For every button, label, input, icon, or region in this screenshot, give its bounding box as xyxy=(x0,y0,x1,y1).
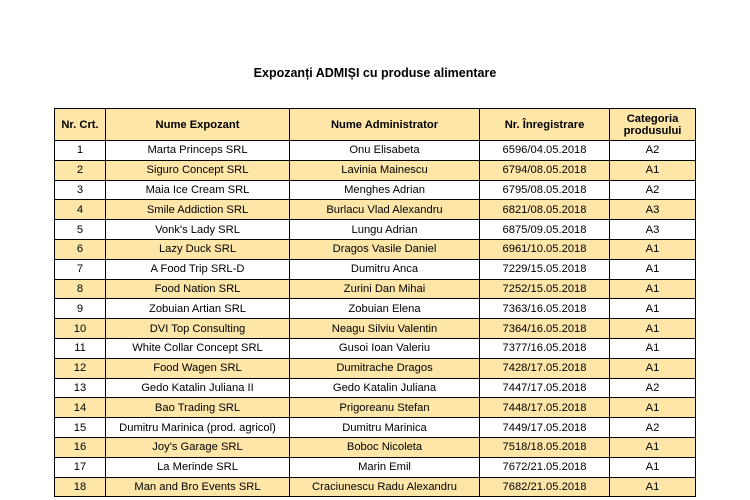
header-row xyxy=(55,109,696,141)
cell-cat: A1 xyxy=(610,437,696,457)
table-row xyxy=(55,299,696,319)
table-row xyxy=(55,180,696,200)
cell-reg: 7672/21.05.2018 xyxy=(480,457,610,477)
cell-cat: A1 xyxy=(610,398,696,418)
table-row xyxy=(55,279,696,299)
cell-name: Maia Ice Cream SRL xyxy=(106,180,290,200)
header-cat-line2: produsului xyxy=(623,124,682,137)
header-nr: Nr. Crt. xyxy=(55,109,106,141)
cell-reg: 6961/10.05.2018 xyxy=(480,239,610,259)
cell-admin: Gusoi Ioan Valeriu xyxy=(290,338,480,358)
cell-name: Lazy Duck SRL xyxy=(106,239,290,259)
cell-cat: A1 xyxy=(610,358,696,378)
cell-admin: Gedo Katalin Juliana xyxy=(290,378,480,398)
cell-cat: A1 xyxy=(610,160,696,180)
cell-admin: Dumitru Anca xyxy=(290,259,480,279)
cell-nr: 17 xyxy=(55,457,106,477)
cell-admin: Burlacu Vlad Alexandru xyxy=(290,200,480,220)
cell-reg: 7682/21.05.2018 xyxy=(480,477,610,497)
cell-name: Vonk's Lady SRL xyxy=(106,220,290,240)
cell-reg: 6596/04.05.2018 xyxy=(480,141,610,161)
cell-nr: 12 xyxy=(55,358,106,378)
cell-name: DVI Top Consulting xyxy=(106,319,290,339)
header-reg: Nr. Înregistrare xyxy=(480,109,610,141)
cell-cat: A1 xyxy=(610,457,696,477)
cell-name: Food Wagen SRL xyxy=(106,358,290,378)
table-row xyxy=(55,239,696,259)
cell-nr: 5 xyxy=(55,220,106,240)
cell-reg: 7449/17.05.2018 xyxy=(480,418,610,438)
cell-admin: Menghes Adrian xyxy=(290,180,480,200)
cell-name: Zobuian Artian SRL xyxy=(106,299,290,319)
table-row xyxy=(55,338,696,358)
cell-reg: 7518/18.05.2018 xyxy=(480,437,610,457)
cell-admin: Zurini Dan Mihai xyxy=(290,279,480,299)
cell-nr: 11 xyxy=(55,338,106,358)
cell-name: Bao Trading SRL xyxy=(106,398,290,418)
cell-cat: A3 xyxy=(610,220,696,240)
cell-reg: 7377/16.05.2018 xyxy=(480,338,610,358)
cell-cat: A1 xyxy=(610,279,696,299)
cell-cat: A1 xyxy=(610,319,696,339)
cell-admin: Lungu Adrian xyxy=(290,220,480,240)
header-cat-line1: Categoria xyxy=(626,112,679,125)
cell-reg: 6794/08.05.2018 xyxy=(480,160,610,180)
cell-reg: 6821/08.05.2018 xyxy=(480,200,610,220)
cell-reg: 7364/16.05.2018 xyxy=(480,319,610,339)
table-row xyxy=(55,378,696,398)
header-admin: Nume Administrator xyxy=(290,109,480,141)
cell-nr: 10 xyxy=(55,319,106,339)
cell-admin: Craciunescu Radu Alexandru xyxy=(290,477,480,497)
cell-cat: A1 xyxy=(610,338,696,358)
table-row xyxy=(55,160,696,180)
table-row xyxy=(55,418,696,438)
cell-cat: A2 xyxy=(610,141,696,161)
cell-cat: A2 xyxy=(610,180,696,200)
cell-admin: Dumitru Marinica xyxy=(290,418,480,438)
table-row xyxy=(55,398,696,418)
cell-cat: A2 xyxy=(610,378,696,398)
cell-nr: 6 xyxy=(55,239,106,259)
header-cat xyxy=(610,109,696,141)
cell-reg: 7252/15.05.2018 xyxy=(480,279,610,299)
cell-admin: Onu Elisabeta xyxy=(290,141,480,161)
cell-nr: 2 xyxy=(55,160,106,180)
exhibitors-table xyxy=(54,108,696,497)
table-row xyxy=(55,358,696,378)
cell-nr: 14 xyxy=(55,398,106,418)
cell-name: La Merinde SRL xyxy=(106,457,290,477)
cell-admin: Lavinia Mainescu xyxy=(290,160,480,180)
cell-nr: 16 xyxy=(55,437,106,457)
cell-reg: 6875/09.05.2018 xyxy=(480,220,610,240)
cell-reg: 7229/15.05.2018 xyxy=(480,259,610,279)
cell-nr: 7 xyxy=(55,259,106,279)
cell-name: Gedo Katalin Juliana II xyxy=(106,378,290,398)
cell-cat: A1 xyxy=(610,299,696,319)
table-row xyxy=(55,220,696,240)
cell-cat: A3 xyxy=(610,200,696,220)
cell-nr: 1 xyxy=(55,141,106,161)
cell-name: Joy's Garage SRL xyxy=(106,437,290,457)
table-row xyxy=(55,477,696,497)
cell-nr: 13 xyxy=(55,378,106,398)
cell-nr: 15 xyxy=(55,418,106,438)
cell-name: Smile Addiction SRL xyxy=(106,200,290,220)
cell-cat: A2 xyxy=(610,418,696,438)
cell-name: Man and Bro Events SRL xyxy=(106,477,290,497)
table-row xyxy=(55,259,696,279)
cell-nr: 18 xyxy=(55,477,106,497)
cell-nr: 3 xyxy=(55,180,106,200)
cell-reg: 7363/16.05.2018 xyxy=(480,299,610,319)
cell-nr: 9 xyxy=(55,299,106,319)
cell-name: Marta Princeps SRL xyxy=(106,141,290,161)
cell-name: Food Nation SRL xyxy=(106,279,290,299)
cell-name: Dumitru Marinica (prod. agricol) xyxy=(106,418,290,438)
table-row xyxy=(55,437,696,457)
cell-reg: 7448/17.05.2018 xyxy=(480,398,610,418)
table-row xyxy=(55,141,696,161)
cell-nr: 4 xyxy=(55,200,106,220)
header-name: Nume Expozant xyxy=(106,109,290,141)
cell-admin: Boboc Nicoleta xyxy=(290,437,480,457)
cell-admin: Dumitrache Dragos xyxy=(290,358,480,378)
cell-cat: A1 xyxy=(610,477,696,497)
cell-admin: Marin Emil xyxy=(290,457,480,477)
cell-name: Siguro Concept SRL xyxy=(106,160,290,180)
cell-cat: A1 xyxy=(610,259,696,279)
cell-nr: 8 xyxy=(55,279,106,299)
table-header xyxy=(55,109,696,141)
table-row xyxy=(55,200,696,220)
cell-reg: 6795/08.05.2018 xyxy=(480,180,610,200)
cell-cat: A1 xyxy=(610,239,696,259)
cell-admin: Neagu Silviu Valentin xyxy=(290,319,480,339)
cell-admin: Dragos Vasile Daniel xyxy=(290,239,480,259)
cell-reg: 7447/17.05.2018 xyxy=(480,378,610,398)
table-row xyxy=(55,457,696,477)
cell-name: A Food Trip SRL-D xyxy=(106,259,290,279)
cell-reg: 7428/17.05.2018 xyxy=(480,358,610,378)
table-body xyxy=(55,141,696,497)
cell-name: White Collar Concept SRL xyxy=(106,338,290,358)
cell-admin: Zobuian Elena xyxy=(290,299,480,319)
table-row xyxy=(55,319,696,339)
document-title: Expozanți ADMIȘI cu produse alimentare xyxy=(253,66,497,80)
cell-admin: Prigoreanu Stefan xyxy=(290,398,480,418)
